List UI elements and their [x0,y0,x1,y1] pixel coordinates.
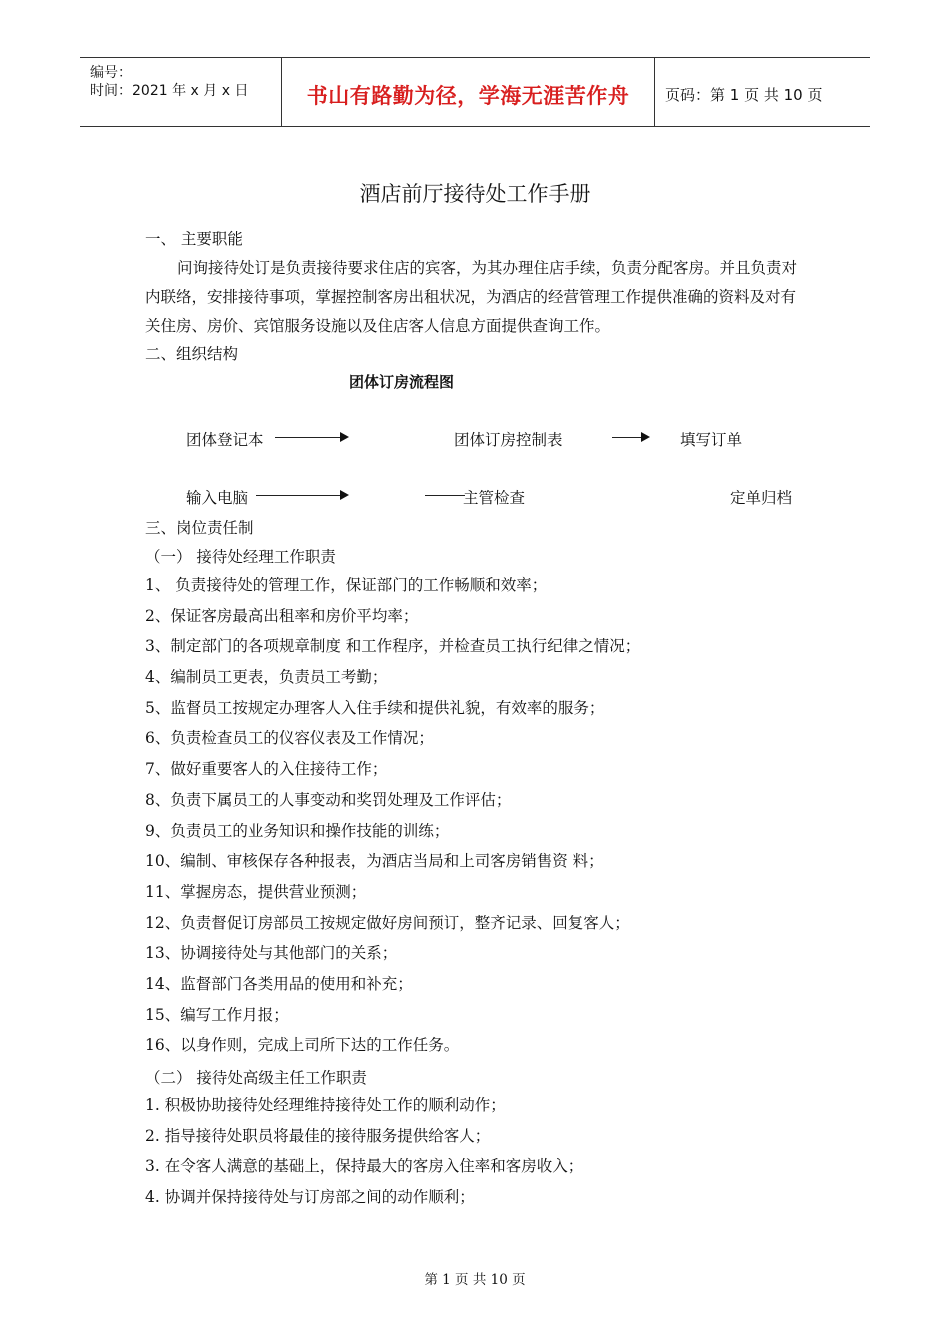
list-item: 6、负责检查员工的仪容仪表及工作情况； [145,729,434,748]
flow-arrow [275,437,347,438]
list-item: 15、编写工作月报； [145,1005,289,1024]
document-date: 时间：2021 年 x 月 x 日 [90,83,249,99]
section-heading-main-function: 一、 主要职能 [145,230,243,248]
header-meta-cell [80,58,282,126]
header-motto-cell [282,58,655,126]
list-item: 14、监督部门各类用品的使用和补充； [145,974,413,993]
flow-node-supervisor-check: 主管检查 [463,489,526,507]
page-code: 页码：第 1 页 共 10 页 [665,86,823,104]
list-item: 3、制定部门的各项规章制度 和工作程序，并检查员工执行纪律之情况； [145,637,641,656]
subsection-heading-senior-supervisor: （二） 接待处高级主任工作职责 [145,1069,367,1087]
list-item: 12、负责督促订房部员工按规定做好房间预订，整齐记录、回复客人； [145,913,630,932]
flowchart-title: 团体订房流程图 [349,373,455,391]
section-heading-org-structure: 二、组织结构 [145,345,239,363]
section-paragraph: 问询接待处订是负责接待要求住店的宾客，为其办理住店手续，负责分配客房。并且负责对内联络，安排接待事项，掌握控制客房出租状况，为酒店的经营管理工作提供准确的资料及对有关住房、房价、宾馆服务设施以及住店客人信息方面提供查询工作。 [145,259,798,335]
list-item: 13、协调接待处与其他部门的关系； [145,944,398,963]
list-item: 7、做好重要客人的入住接待工作； [145,760,388,779]
list-item: 2. 指导接待处职员将最佳的接待服务提供给客人； [145,1126,491,1145]
section-heading-job-responsibility: 三、岗位责任制 [145,519,254,537]
list-item: 10、编制、审核保存各种报表，为酒店当局和上司客房销售资 料； [145,852,604,871]
list-item: 16、以身作则，完成上司所下达的工作任务。 [145,1036,460,1055]
list-item: 9、负责员工的业务知识和操作技能的训练； [145,821,450,840]
list-item: 2、保证客房最高出租率和房价平均率； [145,606,419,625]
flow-node-order-filing: 定单归档 [730,489,793,507]
flow-connector [425,495,465,496]
list-item: 11、掌握房态，提供营业预测； [145,882,367,901]
flow-node-booking-control: 团体订房控制表 [454,431,563,449]
manager-duty-list [145,570,640,1061]
flow-arrow [256,495,347,496]
list-item: 4、编制员工更表，负责员工考勤； [145,668,388,687]
document-header [80,57,870,127]
flow-node-input-computer: 输入电脑 [186,489,249,507]
list-item: 8、负责下属员工的人事变动和奖罚处理及工作评估； [145,790,512,809]
list-item: 1. 积极协助接待处经理维持接待处工作的顺利动作； [145,1096,506,1114]
flow-node-group-register: 团体登记本 [186,431,264,449]
list-item: 5、监督员工按规定办理客人入住手续和提供礼貌，有效率的服务； [145,698,605,717]
document-number: 编号： [90,65,132,81]
flow-node-fill-order: 填写订单 [680,431,743,449]
flow-arrow [612,437,648,438]
subsection-heading-manager: （一） 接待处经理工作职责 [145,548,336,566]
supervisor-duty-list [145,1090,583,1212]
list-item: 1、 负责接待处的管理工作，保证部门的工作畅顺和效率； [145,576,548,594]
motto-text: 书山有路勤为径，学海无涯苦作舟 [306,84,630,108]
list-item: 3. 在令客人满意的基础上，保持最大的客房入住率和客房收入； [145,1157,584,1175]
list-item: 4. 协调并保持接待处与订房部之间的动作顺利； [145,1187,475,1206]
header-page-cell [655,58,870,126]
page-title: 酒店前厅接待处工作手册 [359,182,591,206]
page-footer: 第 1 页 共 10 页 [424,1272,526,1288]
